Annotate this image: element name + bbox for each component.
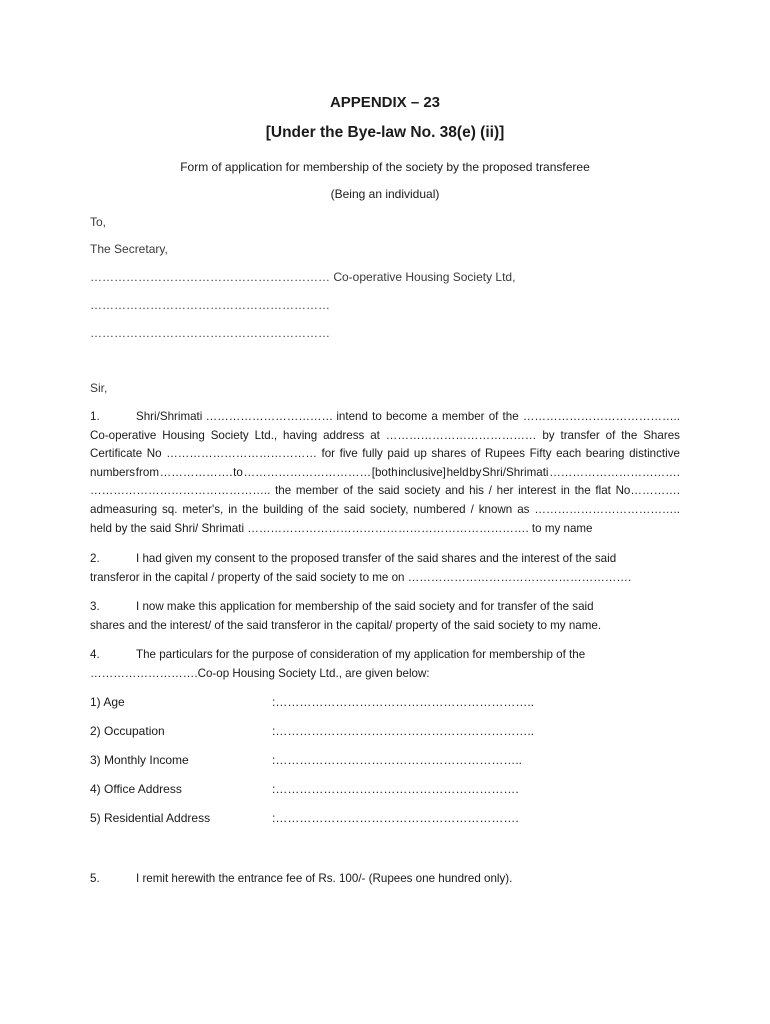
paragraph-1-word: Housing	[162, 428, 205, 442]
paragraph-1-word: ………………………………..	[534, 502, 680, 516]
address-to: To,	[90, 215, 107, 229]
paragraph-1-word: society,	[370, 502, 409, 516]
paragraph-1-word: his	[469, 484, 484, 498]
paragraph-1	[90, 408, 680, 538]
paragraph-5-text: I remit herewith the entrance fee of Rs. 100/- (Rupees one hundred only).	[136, 872, 513, 885]
paragraph-1-word: of	[605, 428, 616, 442]
paragraph-1-word: Co-operative	[90, 428, 157, 442]
particular-label: 4) Office Address	[90, 782, 182, 796]
paragraph-1-word: five	[339, 447, 358, 461]
paragraph-1-word: the	[322, 502, 339, 516]
paragraph-1-word: Shares	[643, 428, 680, 442]
paragraph-1-line	[90, 408, 680, 427]
address-secretary: The Secretary,	[90, 242, 168, 256]
paragraph-3	[90, 598, 680, 635]
paragraph-1-word: as	[517, 502, 530, 516]
paragraph-1-word: shares	[431, 447, 467, 461]
paragraph-1-word: sq.	[161, 502, 178, 516]
paragraph-1-word: member	[295, 484, 339, 498]
paragraph-1-word: said	[343, 502, 366, 516]
paragraph-1-word: transfer	[560, 428, 600, 442]
paragraph-1-word: to	[233, 465, 243, 479]
paragraph-1-word: the	[242, 502, 259, 516]
paragraph-1-last-line: held by the said Shri/ Shrimati ………………………………………………………………. to my name	[90, 521, 593, 535]
appendix-heading: APPENDIX – 23	[329, 94, 441, 111]
salutation: Sir,	[90, 381, 108, 395]
paragraph-1-word: to	[372, 410, 382, 423]
paragraph-1-word: Rupees	[485, 447, 526, 461]
paragraph-1-word: the	[275, 484, 292, 498]
paragraph-1-word: Fifty	[529, 447, 552, 461]
paragraph-2-line-2: transferor in the capital / property of the said society to me on ………………………………………………….	[90, 570, 632, 584]
paragraph-1-word: paid	[387, 447, 410, 461]
paragraph-1-word: known	[478, 502, 513, 516]
paragraph-3-number: 3.	[90, 600, 100, 613]
paragraph-1-word: interest	[518, 484, 557, 498]
paragraph-1-line	[90, 464, 680, 483]
paragraph-1-line	[90, 445, 680, 464]
paragraph-1-word: fully	[362, 447, 383, 461]
paragraph-5-number: 5.	[90, 872, 100, 885]
paragraph-1-word: and	[445, 484, 465, 498]
paragraph-1-word: …………………………………	[385, 428, 537, 442]
particular-label: 5) Residential Address	[90, 811, 211, 825]
paragraph-1-word: …………………………….	[549, 465, 680, 479]
paragraph-1-word: building	[263, 502, 304, 516]
paragraph-4-number: 4.	[90, 648, 100, 661]
paragraph-1-word: Certificate	[90, 447, 143, 461]
paragraph-5	[90, 870, 680, 889]
address-society-line: …………………………………………………… Co-operative Housing Society Ltd,	[90, 270, 516, 284]
paragraph-4	[90, 646, 680, 683]
paragraph-1-word: her	[496, 484, 514, 498]
paragraph-1-word: flat	[595, 484, 611, 498]
paragraph-1-word: up	[413, 447, 427, 461]
particular-blank: :………………………………………………………..	[272, 724, 535, 738]
paragraph-1-word: bearing	[585, 447, 625, 461]
paragraph-1-word: held	[446, 465, 469, 479]
paragraph-1-line	[90, 501, 680, 520]
paragraph-1-word: admeasuring	[90, 502, 158, 516]
paragraph-1-word: …………………………………	[166, 447, 317, 461]
address-line-3: ……………………………………………………	[90, 326, 330, 340]
paragraph-1-word: the	[502, 410, 519, 423]
paragraph-1-word: numbers	[90, 465, 136, 479]
paragraph-1-word: /	[470, 502, 474, 516]
paragraph-1-word: of	[308, 502, 318, 516]
paragraph-2	[90, 550, 680, 587]
paragraph-3-line-1: I now make this application for membership of the said society and for transfer of the said	[136, 600, 594, 613]
paragraph-1-word: Shri/Shrimati	[482, 465, 549, 479]
paragraph-1-line	[90, 427, 680, 446]
paragraph-1-word: Society	[210, 428, 249, 442]
paragraph-1-word: for	[321, 447, 336, 461]
paragraph-1-word: ………………………………………..	[90, 484, 271, 498]
paragraph-1-word: the	[621, 428, 638, 442]
paragraph-1-line	[90, 482, 680, 501]
paragraph-1-word: society	[404, 484, 441, 498]
paragraph-3-line-2: shares and the interest/ of the said transferor in the capital/ property of the said society to my name.	[90, 618, 602, 632]
paragraph-1-number: 1.	[90, 410, 100, 423]
paragraph-1-word: the	[357, 484, 374, 498]
address-line-2: ……………………………………………………	[90, 298, 330, 312]
paragraph-1-word: of	[470, 447, 481, 461]
form-subtitle: (Being an individual)	[330, 187, 440, 201]
particular-blank: :……………………………………………………..	[272, 753, 523, 767]
paragraph-4-line-1: The particulars for the purpose of consideration of my application for membership of the	[136, 648, 586, 661]
byelaw-heading: [Under the Bye-law No. 38(e) (ii)]	[265, 124, 505, 141]
paragraph-1-word: a	[431, 410, 438, 423]
paragraph-1-word: [both	[371, 465, 398, 479]
particular-label: 1) Age	[90, 695, 125, 709]
paragraph-1-word: from	[135, 465, 159, 479]
paragraph-1-word: in	[228, 502, 238, 516]
paragraph-1-word: Shri/Shrimati …………………………… intend	[136, 410, 368, 423]
form-title: Form of application for membership of the society by the proposed transferee	[180, 160, 590, 174]
paragraph-1-word: ……………………………	[243, 465, 372, 479]
paragraph-1-word: meter's,	[182, 502, 224, 516]
paragraph-1-word: distinctive	[629, 447, 680, 461]
paragraph-1-word: ……………….	[159, 465, 233, 479]
paragraph-1-word: at	[370, 428, 380, 442]
paragraph-1-word: Ltd.,	[254, 428, 278, 442]
paragraph-1-word: by	[542, 428, 555, 442]
paragraph-1-word: having	[283, 428, 318, 442]
particular-label: 3) Monthly Income	[90, 753, 189, 767]
paragraph-2-number: 2.	[90, 552, 100, 565]
particular-label: 2) Occupation	[90, 724, 165, 738]
paragraph-1-word: …………………………………..	[522, 410, 680, 423]
paragraph-2-line-1: I had given my consent to the proposed transfer of the said shares and the interest of the said	[136, 552, 617, 565]
particular-blank: :………………………………………………………..	[272, 695, 535, 709]
paragraph-1-word: each	[556, 447, 582, 461]
paragraph-1-word: become	[385, 410, 428, 423]
paragraph-1-word: inclusive]	[398, 465, 446, 479]
paragraph-1-word: the	[574, 484, 591, 498]
particular-blank: :…………………………………………………….	[272, 811, 519, 825]
paragraph-1-word: of	[343, 484, 353, 498]
paragraph-1-word: by	[469, 465, 482, 479]
paragraph-1-word: /	[488, 484, 492, 498]
paragraph-1-word: No………….	[615, 484, 680, 498]
paragraph-1-word: member	[441, 410, 485, 423]
paragraph-1-word: numbered	[413, 502, 466, 516]
paragraph-4-line-2: ……………………….Co-op Housing Society Ltd., are given below:	[90, 666, 430, 680]
paragraph-1-word: in	[560, 484, 570, 498]
particular-blank: :…………………………………………………….	[272, 782, 519, 796]
paragraph-1-word: said	[378, 484, 400, 498]
paragraph-1-word: of	[488, 410, 499, 423]
paragraph-1-word: address	[323, 428, 365, 442]
paragraph-1-word: No	[146, 447, 162, 461]
